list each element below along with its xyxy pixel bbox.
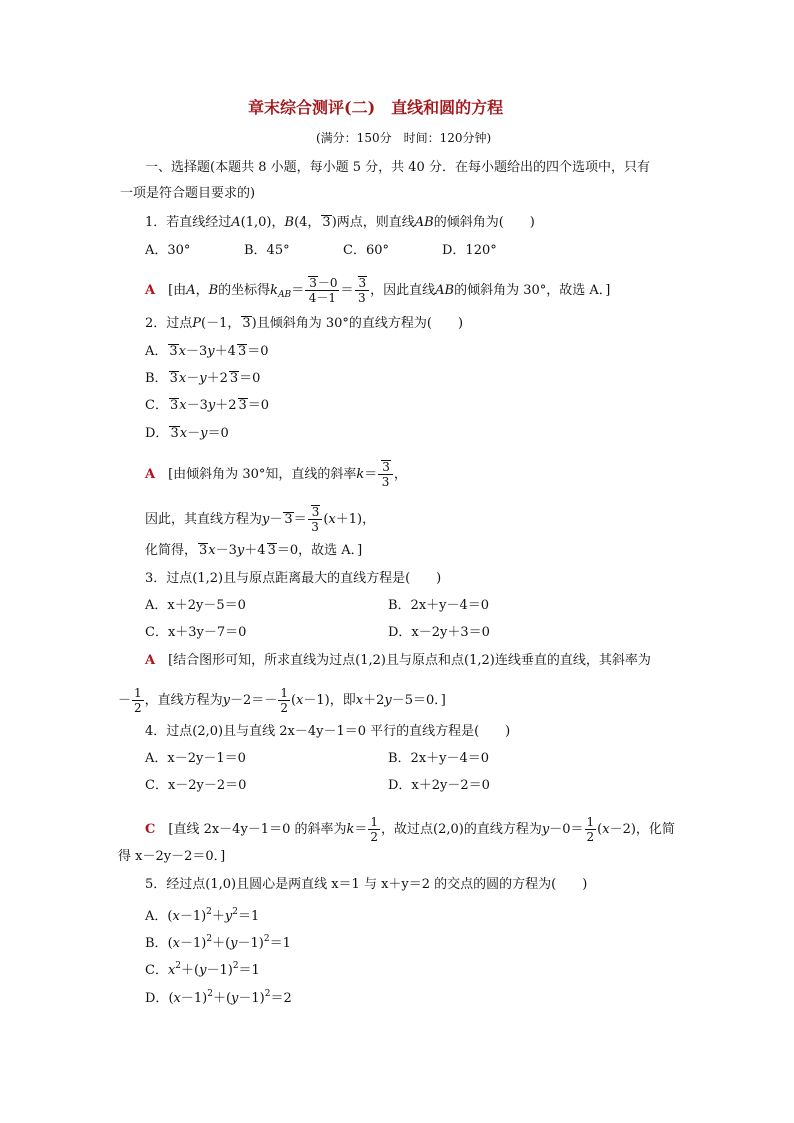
q1-stem-a: 1．若直线经过 — [145, 215, 232, 230]
q4-solution-line1: C [直线 2x－4y－1＝0 的斜率为k＝ $\frac{1}{2}$ ，故过点(2,0)的直线方程为y－0＝ $\frac{1}{2}$ (x－2)，化简 — [145, 815, 675, 844]
q3-answer: A — [145, 653, 156, 668]
q2-sol2: 因此，其直线方程为 — [145, 512, 263, 527]
q3-sol2-c: ．] — [434, 693, 446, 708]
q4-slope: $\frac{1}{2}$ — [370, 815, 379, 844]
q2-line-slope: $\frac{3}{3}$ — [308, 505, 323, 534]
q2-option-a-label: A． — [145, 344, 168, 359]
q5-option-c-label: C． — [145, 963, 168, 978]
q1-sol-b: 的坐标得 — [218, 283, 271, 298]
q1-point-a: A — [231, 215, 241, 230]
q3-sol1: [结合图形可知，所求直线为过点(1,2)且与原点和点(1,2)连线垂直的直线，其斜率为 — [168, 653, 651, 668]
q2-option-d-label: D． — [145, 426, 169, 441]
q3-option-d[interactable]: D．x－2y＋3＝0 — [388, 625, 490, 640]
q1-answer: A — [145, 283, 156, 298]
q3-solution-line2: － $\frac{1}{2}$ ，直线方程为y－2＝－ $\frac{1}{2}$ (x－1)，即x＋2y－5＝0．] — [118, 686, 446, 715]
q4-option-c[interactable]: C．x－2y－2＝0 — [145, 778, 247, 793]
q5-option-a-label: A． — [145, 909, 168, 924]
section-header-line1: 一、选择题(本题共 8 小题，每小题 5 分，共 40 分．在每小题给出的四个选项中，只有 — [145, 160, 650, 175]
q1-sol-d: 的倾斜角为 30°，故选 A．] — [454, 283, 611, 298]
q2-solution-line1: A [由倾斜角为 30°知，直线的斜率k＝ $\frac{3}{3}$ ， — [145, 460, 407, 489]
q5-stem: 5．经过点(1,0)且圆心是两直线 x＝1 与 x＋y＝2 的交点的圆的方程为( ) — [145, 877, 588, 892]
q1-stem: 1．若直线经过A(1,0)，B(4， 3)两点，则直线AB的倾斜角为( ) — [145, 215, 535, 230]
page-title: 章末综合测评(二) 直线和圆的方程 — [248, 98, 504, 117]
q1-point-b: B — [284, 215, 295, 230]
q1-stem-b: 两点，则直线 — [336, 215, 415, 230]
section-header-line2: 一项是符合题目要求的) — [120, 186, 256, 201]
q2-option-d[interactable]: D． 3x－y＝0 — [145, 426, 229, 441]
q1-slope-fraction: $\frac{3-0}{4-1}$ — [305, 276, 339, 305]
q4-sol1-a: [直线 2x－4y－1＝0 的斜率为 — [168, 822, 347, 837]
q1-option-b[interactable]: B．45° — [244, 243, 290, 258]
q4-option-a[interactable]: A．x－2y－1＝0 — [145, 751, 246, 766]
q2-stem: 2．过点P(－1， 3)且倾斜角为 30°的直线方程为( ) — [145, 316, 464, 331]
q1-stem-c: 的倾斜角为( ) — [433, 215, 535, 230]
q2-solution-line2: 因此，其直线方程为y－ 3＝ $\frac{3}{3}$ (x＋1)， — [145, 505, 376, 534]
q2-answer: A — [145, 467, 156, 482]
q5-option-a[interactable]: A．$(x-1)^2+y^2=1$ — [145, 907, 260, 924]
q3-slope: $\frac{1}{2}$ — [134, 686, 142, 715]
q2-option-a[interactable]: A． 3x－3y＋4 3＝0 — [145, 344, 269, 359]
q1-solution: A [由A，B的坐标得$k_{AB}=$ $\frac{3-0}{4-1}$ ＝ $\frac{3}{3}$ ，因此直线AB的倾斜角为 30°，故选 A．] — [145, 276, 611, 305]
q2-sol1: [由倾斜角为 30°知，直线的斜率 — [168, 467, 357, 482]
q3-option-c[interactable]: C．x＋3y－7＝0 — [145, 625, 247, 640]
q1-line-ab: AB — [414, 215, 434, 230]
q3-sol2-a: ，直线方程为 — [144, 693, 223, 708]
q3-option-b[interactable]: B．2x＋y－4＝0 — [388, 598, 490, 613]
q2-slope: $\frac{3}{3}$ — [378, 460, 393, 489]
q4-stem: 4．过点(2,0)且与直线 2x－4y－1＝0 平行的直线方程是( ) — [145, 724, 511, 739]
q1-sol-a: [由 — [168, 283, 187, 298]
q5-option-d-label: D． — [145, 991, 169, 1006]
q5-option-b[interactable]: B．$(x-1)^2+(y-1)^2=1$ — [145, 934, 291, 951]
q3-sol2-b: ，即 — [329, 693, 356, 708]
q4-answer: C — [145, 822, 156, 837]
q5-option-c[interactable]: C．$x^2+(y-1)^2=1$ — [145, 961, 260, 978]
q1-sol-c: ，因此直线 — [370, 283, 436, 298]
q1-option-d[interactable]: D．120° — [442, 243, 497, 258]
q2-option-c-label: C． — [145, 398, 168, 413]
q5-option-d[interactable]: D．$(x-1)^2+(y-1)^2=2$ — [145, 989, 292, 1006]
q4-solution-line2: 得 x－2y－2＝0．] — [118, 849, 226, 864]
q2-option-b[interactable]: B． 3x－y＋2 3＝0 — [145, 371, 261, 386]
q1-option-c[interactable]: C．60° — [343, 243, 389, 258]
q1-option-a[interactable]: A．30° — [145, 243, 191, 258]
q2-stem-a: 2．过点 — [145, 316, 193, 331]
q2-sol3-a: 化简得， — [145, 543, 198, 558]
q2-solution-line3: 化简得， 3x－3y＋4 3＝0，故选 A．] — [145, 543, 363, 558]
q1-sqrt3: 3 — [322, 215, 331, 230]
q4-sol1-b: ，故过点(2,0)的直线方程为 — [381, 822, 542, 837]
q2-option-c[interactable]: C． 3x－3y＋2 3＝0 — [145, 398, 270, 413]
q2-option-b-label: B． — [145, 371, 168, 386]
q3-option-a[interactable]: A．x＋2y－5＝0 — [145, 598, 246, 613]
q4-sol1-c: ，化简 — [635, 822, 675, 837]
q3-solution-line1 — [145, 651, 651, 671]
q2-stem-b: 且倾斜角为 30°的直线方程为( ) — [256, 316, 464, 331]
page-subtitle: (满分：150分 时间：120分钟) — [316, 131, 492, 145]
q2-sol3-b: ，故选 A．] — [298, 543, 363, 558]
q1-slope-value: $\frac{3}{3}$ — [355, 276, 370, 305]
q4-option-d[interactable]: D．x＋2y－2＝0 — [388, 778, 490, 793]
q3-stem: 3．过点(1,2)且与原点距离最大的直线方程是( ) — [145, 571, 442, 586]
q4-option-b[interactable]: B．2x＋y－4＝0 — [388, 751, 490, 766]
q5-option-b-label: B． — [145, 936, 168, 951]
